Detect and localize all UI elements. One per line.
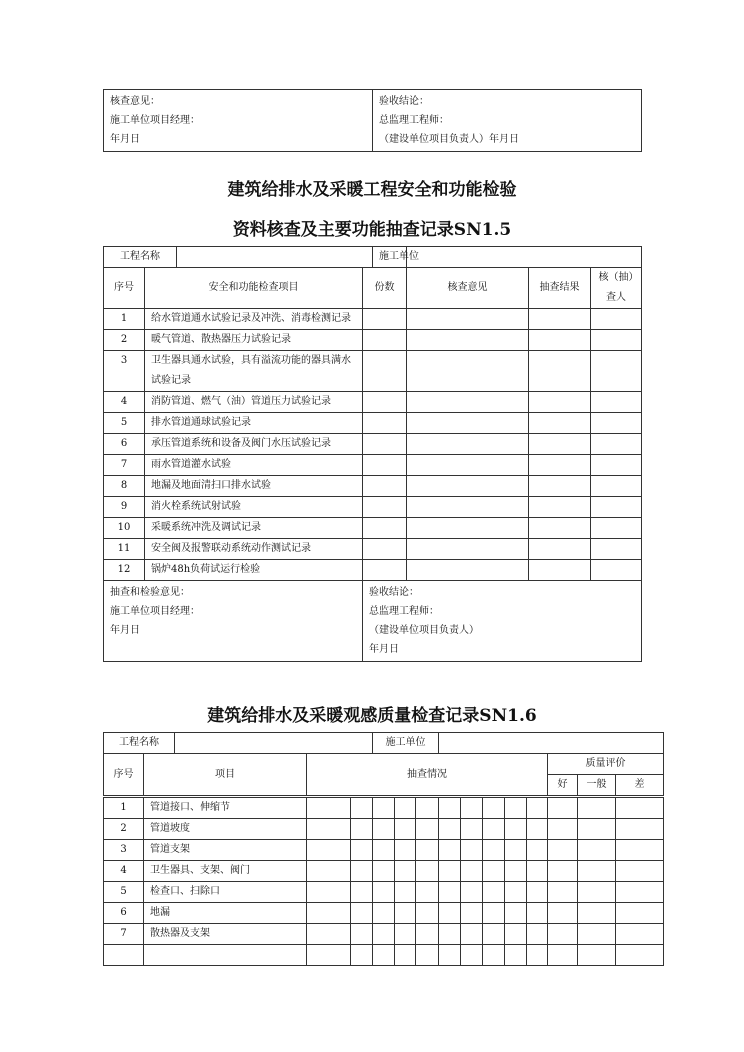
- inspection-cell[interactable]: [527, 861, 548, 882]
- average-cell[interactable]: [578, 797, 616, 819]
- inspection-cell[interactable]: [373, 903, 395, 924]
- poor-cell[interactable]: [616, 945, 664, 966]
- row-no: 8: [104, 476, 145, 497]
- inspector-cell[interactable]: [591, 309, 642, 330]
- inspection-cell[interactable]: [505, 819, 527, 840]
- poor-cell[interactable]: [616, 797, 664, 819]
- average-cell[interactable]: [578, 924, 616, 945]
- sn15-table: [103, 246, 642, 662]
- copies-cell[interactable]: [363, 539, 407, 560]
- good-cell[interactable]: [548, 819, 578, 840]
- inspection-cell[interactable]: [351, 861, 373, 882]
- inspection-cell[interactable]: [416, 840, 439, 861]
- date-label: 年月日: [369, 644, 399, 655]
- row-no: 6: [104, 903, 144, 924]
- result-cell[interactable]: [529, 434, 591, 455]
- inspection-cell[interactable]: [505, 924, 527, 945]
- inspection-cell[interactable]: [373, 819, 395, 840]
- owner-date-label: （建设单位项目负责人）年月日: [379, 134, 519, 145]
- inspector-cell[interactable]: [591, 413, 642, 434]
- row-item: 锅炉48h负荷试运行检验: [145, 560, 363, 581]
- table-row: [104, 882, 664, 903]
- row-no: 3: [104, 840, 144, 861]
- review-cell[interactable]: [407, 539, 529, 560]
- inspector-cell[interactable]: [591, 560, 642, 581]
- inspection-cell[interactable]: [373, 882, 395, 903]
- inspection-cell[interactable]: [439, 797, 461, 819]
- row-item: 安全阀及报警联动系统动作测试记录: [145, 539, 363, 560]
- inspection-cell[interactable]: [373, 924, 395, 945]
- copies-cell[interactable]: [363, 351, 407, 392]
- row-no: 4: [104, 861, 144, 882]
- inspection-cell[interactable]: [505, 945, 527, 966]
- header-inspection: 抽查情况: [307, 754, 548, 797]
- table-row: [104, 819, 664, 840]
- inspection-cell[interactable]: [439, 819, 461, 840]
- result-cell[interactable]: [529, 330, 591, 351]
- inspection-cell[interactable]: [351, 882, 373, 903]
- sampling-opinion-label: 抽查和检验意见：: [110, 587, 190, 598]
- row-no: 6: [104, 434, 145, 455]
- review-cell[interactable]: [407, 476, 529, 497]
- result-cell[interactable]: [529, 351, 591, 392]
- result-cell[interactable]: [529, 413, 591, 434]
- copies-cell[interactable]: [363, 560, 407, 581]
- inspection-cell[interactable]: [439, 840, 461, 861]
- review-cell[interactable]: [407, 518, 529, 539]
- average-cell[interactable]: [578, 819, 616, 840]
- header-item: 安全和功能检查项目: [145, 268, 363, 309]
- inspection-cell[interactable]: [527, 945, 548, 966]
- average-cell[interactable]: [578, 903, 616, 924]
- inspection-cell[interactable]: [527, 840, 548, 861]
- review-opinion-label: 核查意见：: [110, 96, 160, 107]
- row-item: 卫生器具通水试验，具有溢流功能的器具满水试验记录: [145, 351, 363, 392]
- inspection-cell[interactable]: [461, 882, 483, 903]
- review-cell[interactable]: [407, 392, 529, 413]
- inspection-cell[interactable]: [307, 861, 351, 882]
- inspection-cell[interactable]: [416, 861, 439, 882]
- inspection-cell[interactable]: [483, 924, 505, 945]
- table-row: [104, 392, 642, 413]
- inspection-cell[interactable]: [395, 924, 416, 945]
- review-cell[interactable]: [407, 351, 529, 392]
- inspection-cell[interactable]: [373, 840, 395, 861]
- result-cell[interactable]: [529, 518, 591, 539]
- acceptance-conclusion-label: 验收结论：: [379, 96, 429, 107]
- row-no: 1: [104, 309, 145, 330]
- average-cell[interactable]: [578, 840, 616, 861]
- average-cell[interactable]: [578, 861, 616, 882]
- inspection-cell[interactable]: [373, 797, 395, 819]
- footer-right: [363, 581, 642, 662]
- header-review: 核查意见: [407, 268, 529, 309]
- table-row: [104, 861, 664, 882]
- copies-cell[interactable]: [363, 518, 407, 539]
- row-no: [104, 945, 144, 966]
- inspection-cell[interactable]: [351, 819, 373, 840]
- row-item: 散热器及支架: [144, 924, 307, 945]
- header-quality: 质量评价: [548, 754, 664, 775]
- result-cell[interactable]: [529, 309, 591, 330]
- inspection-cell[interactable]: [439, 903, 461, 924]
- row-no: 7: [104, 924, 144, 945]
- inspection-cell[interactable]: [505, 840, 527, 861]
- inspector-cell[interactable]: [591, 330, 642, 351]
- inspector-cell[interactable]: [591, 518, 642, 539]
- inspection-cell[interactable]: [351, 840, 373, 861]
- row-no: 11: [104, 539, 145, 560]
- copies-cell[interactable]: [363, 413, 407, 434]
- contractor-manager-label: 施工单位项目经理：: [110, 606, 200, 617]
- table-row: [104, 797, 664, 819]
- chief-supervisor-label: 总监理工程师：: [369, 606, 439, 617]
- row-no: 4: [104, 392, 145, 413]
- row-no: 1: [104, 797, 144, 819]
- poor-cell[interactable]: [616, 861, 664, 882]
- row-item: 采暖系统冲洗及调试记录: [145, 518, 363, 539]
- acceptance-conclusion-label: 验收结论：: [369, 587, 419, 598]
- header-inspector: 核（抽）查人: [591, 268, 642, 309]
- inspection-cell[interactable]: [461, 924, 483, 945]
- row-item: 地漏: [144, 903, 307, 924]
- row-item: 暖气管道、散热器压力试验记录: [145, 330, 363, 351]
- poor-cell[interactable]: [616, 819, 664, 840]
- copies-cell[interactable]: [363, 309, 407, 330]
- inspection-cell[interactable]: [307, 882, 351, 903]
- poor-cell[interactable]: [616, 882, 664, 903]
- inspection-cell[interactable]: [483, 840, 505, 861]
- result-cell[interactable]: [529, 476, 591, 497]
- contractor-manager-label: 施工单位项目经理：: [110, 115, 200, 126]
- inspection-cell[interactable]: [439, 924, 461, 945]
- inspection-cell[interactable]: [395, 797, 416, 819]
- inspection-cell[interactable]: [461, 903, 483, 924]
- inspection-cell[interactable]: [461, 797, 483, 819]
- review-cell[interactable]: [407, 455, 529, 476]
- copies-cell[interactable]: [363, 455, 407, 476]
- result-cell[interactable]: [529, 560, 591, 581]
- inspection-cell[interactable]: [351, 903, 373, 924]
- review-cell[interactable]: [407, 434, 529, 455]
- poor-cell[interactable]: [616, 903, 664, 924]
- good-cell[interactable]: [548, 924, 578, 945]
- inspection-cell[interactable]: [307, 945, 351, 966]
- inspection-cell[interactable]: [461, 840, 483, 861]
- inspector-cell[interactable]: [591, 392, 642, 413]
- table-row: [104, 924, 664, 945]
- header-item: 项目: [144, 754, 307, 797]
- row-no: 2: [104, 819, 144, 840]
- row-item: 管道支架: [144, 840, 307, 861]
- table-row: [104, 903, 664, 924]
- inspection-cell[interactable]: [416, 797, 439, 819]
- inspection-cell[interactable]: [439, 945, 461, 966]
- average-cell[interactable]: [578, 882, 616, 903]
- row-no: 7: [104, 455, 145, 476]
- header-average: 一般: [578, 775, 616, 797]
- average-cell[interactable]: [578, 945, 616, 966]
- signoff-row: [104, 90, 642, 152]
- footer-left: [104, 581, 363, 662]
- inspection-cell[interactable]: [505, 797, 527, 819]
- signoff-right: [373, 90, 642, 152]
- title-main: 建筑给排水及采暖工程安全和功能检验: [227, 180, 517, 200]
- date-label: 年月日: [110, 625, 140, 636]
- row-item: 消防管道、燃气（油）管道压力试验记录: [145, 392, 363, 413]
- row-item: 检查口、扫除口: [144, 882, 307, 903]
- inspection-cell[interactable]: [395, 945, 416, 966]
- inspection-cell[interactable]: [483, 797, 505, 819]
- row-item: 承压管道系统和设备及阀门水压试验记录: [145, 434, 363, 455]
- inspection-cell[interactable]: [416, 882, 439, 903]
- row-no: 10: [104, 518, 145, 539]
- row-no: 2: [104, 330, 145, 351]
- row-item: 消火栓系统试射试验: [145, 497, 363, 518]
- project-name-label: 工程名称: [104, 733, 175, 754]
- copies-cell[interactable]: [363, 497, 407, 518]
- row-item: 管道接口、伸缩节: [144, 797, 307, 819]
- copies-cell[interactable]: [363, 392, 407, 413]
- row-no: 5: [104, 882, 144, 903]
- good-cell[interactable]: [548, 882, 578, 903]
- row-no: 12: [104, 560, 145, 581]
- inspection-cell[interactable]: [395, 840, 416, 861]
- contractor-label: 施工单位: [373, 247, 407, 268]
- copies-cell[interactable]: [363, 330, 407, 351]
- inspection-cell[interactable]: [395, 903, 416, 924]
- inspection-cell[interactable]: [505, 903, 527, 924]
- table-row: [104, 560, 642, 581]
- title-sn16: 建筑给排水及采暖观感质量检查记录SN1.6: [207, 706, 537, 726]
- inspection-cell[interactable]: [461, 945, 483, 966]
- good-cell[interactable]: [548, 903, 578, 924]
- inspection-cell[interactable]: [461, 861, 483, 882]
- good-cell[interactable]: [548, 797, 578, 819]
- project-name-field[interactable]: [177, 247, 373, 268]
- owner-label: （建设单位项目负责人）: [369, 625, 479, 636]
- chief-supervisor-label: 总监理工程师：: [379, 115, 449, 126]
- inspection-cell[interactable]: [351, 924, 373, 945]
- header-no: 序号: [104, 754, 144, 797]
- contractor-label: 施工单位: [373, 733, 439, 754]
- sn16-table: [103, 732, 664, 966]
- inspection-cell[interactable]: [307, 840, 351, 861]
- inspection-cell[interactable]: [351, 797, 373, 819]
- review-cell[interactable]: [407, 497, 529, 518]
- inspection-cell[interactable]: [527, 924, 548, 945]
- table-row: [104, 945, 664, 966]
- row-item: 卫生器具、支架、阀门: [144, 861, 307, 882]
- inspection-cell[interactable]: [395, 882, 416, 903]
- poor-cell[interactable]: [616, 840, 664, 861]
- result-cell[interactable]: [529, 455, 591, 476]
- table-row: [104, 434, 642, 455]
- inspection-cell[interactable]: [373, 861, 395, 882]
- inspection-cell[interactable]: [416, 924, 439, 945]
- inspection-cell[interactable]: [527, 797, 548, 819]
- table-row: [104, 351, 642, 392]
- inspector-cell[interactable]: [591, 476, 642, 497]
- title-sn15: 资料核查及主要功能抽查记录SN1.5: [232, 220, 512, 240]
- row-item: 管道坡度: [144, 819, 307, 840]
- copies-cell[interactable]: [363, 434, 407, 455]
- table-row: [104, 309, 642, 330]
- review-cell[interactable]: [407, 413, 529, 434]
- review-cell[interactable]: [407, 330, 529, 351]
- header-copies: 份数: [363, 268, 407, 309]
- inspection-cell[interactable]: [483, 882, 505, 903]
- row-item: 雨水管道灌水试验: [145, 455, 363, 476]
- inspector-cell[interactable]: [591, 455, 642, 476]
- row-item: [144, 945, 307, 966]
- contractor-field[interactable]: [407, 247, 642, 268]
- top-signoff-table: [103, 89, 642, 152]
- inspection-cell[interactable]: [483, 861, 505, 882]
- table-row: [104, 476, 642, 497]
- inspection-cell[interactable]: [483, 819, 505, 840]
- inspection-cell[interactable]: [483, 903, 505, 924]
- table-row: [104, 497, 642, 518]
- inspector-cell[interactable]: [591, 497, 642, 518]
- header-result: 抽查结果: [529, 268, 591, 309]
- date-label: 年月日: [110, 134, 140, 145]
- row-no: 9: [104, 497, 145, 518]
- table-row: [104, 518, 642, 539]
- good-cell[interactable]: [548, 945, 578, 966]
- table-row: [104, 330, 642, 351]
- signoff-left: [104, 90, 373, 152]
- inspection-cell[interactable]: [351, 945, 373, 966]
- good-cell[interactable]: [548, 840, 578, 861]
- table-row: [104, 455, 642, 476]
- inspection-cell[interactable]: [505, 861, 527, 882]
- row-item: 地漏及地面清扫口排水试验: [145, 476, 363, 497]
- inspection-cell[interactable]: [307, 924, 351, 945]
- inspection-cell[interactable]: [461, 819, 483, 840]
- inspection-cell[interactable]: [307, 797, 351, 819]
- inspection-cell[interactable]: [307, 819, 351, 840]
- inspection-cell[interactable]: [373, 945, 395, 966]
- project-name-field[interactable]: [175, 733, 373, 754]
- table-row: [104, 539, 642, 560]
- inspection-cell[interactable]: [505, 882, 527, 903]
- result-cell[interactable]: [529, 539, 591, 560]
- inspection-cell[interactable]: [483, 945, 505, 966]
- poor-cell[interactable]: [616, 924, 664, 945]
- result-cell[interactable]: [529, 497, 591, 518]
- table-row: [104, 840, 664, 861]
- inspector-cell[interactable]: [591, 351, 642, 392]
- inspection-cell[interactable]: [395, 861, 416, 882]
- inspection-cell[interactable]: [527, 882, 548, 903]
- inspection-cell[interactable]: [527, 903, 548, 924]
- header-good: 好: [548, 775, 578, 797]
- review-cell[interactable]: [407, 560, 529, 581]
- row-no: 3: [104, 351, 145, 392]
- inspection-cell[interactable]: [527, 819, 548, 840]
- good-cell[interactable]: [548, 861, 578, 882]
- project-name-label: 工程名称: [104, 247, 177, 268]
- row-item: 排水管道通球试验记录: [145, 413, 363, 434]
- inspector-cell[interactable]: [591, 434, 642, 455]
- row-item: 给水管道通水试验记录及冲洗、消毒检测记录: [145, 309, 363, 330]
- inspection-cell[interactable]: [439, 861, 461, 882]
- review-cell[interactable]: [407, 309, 529, 330]
- inspection-cell[interactable]: [395, 819, 416, 840]
- header-no: 序号: [104, 268, 145, 309]
- contractor-field[interactable]: [439, 733, 664, 754]
- row-no: 5: [104, 413, 145, 434]
- inspection-cell[interactable]: [416, 945, 439, 966]
- result-cell[interactable]: [529, 392, 591, 413]
- inspection-cell[interactable]: [416, 903, 439, 924]
- header-poor: 差: [616, 775, 664, 797]
- copies-cell[interactable]: [363, 476, 407, 497]
- table-row: [104, 413, 642, 434]
- inspection-cell[interactable]: [439, 882, 461, 903]
- inspection-cell[interactable]: [307, 903, 351, 924]
- inspection-cell[interactable]: [416, 819, 439, 840]
- inspector-cell[interactable]: [591, 539, 642, 560]
